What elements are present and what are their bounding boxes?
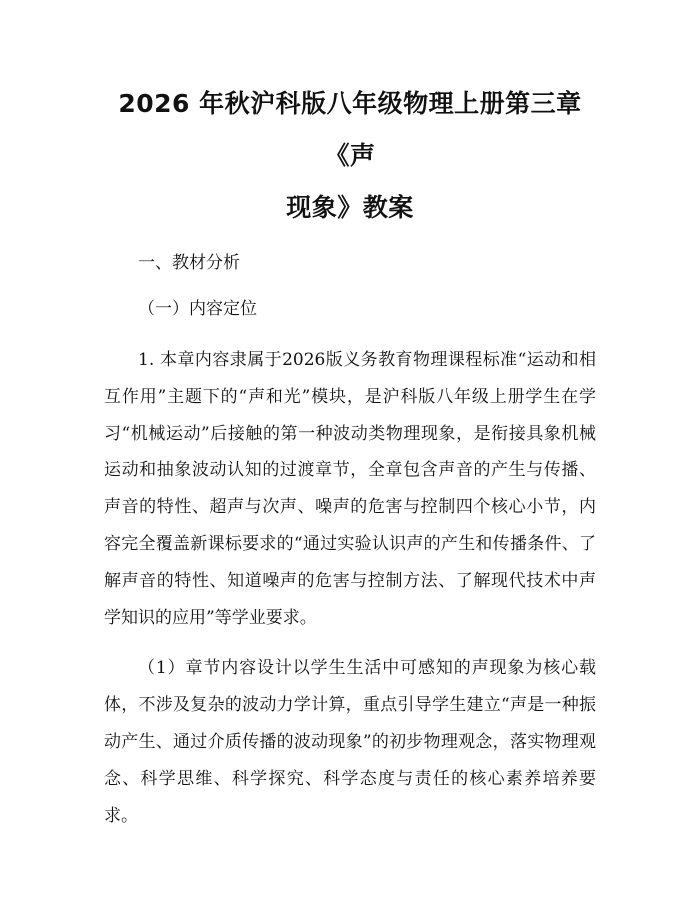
title-line-2: 现象》教案 xyxy=(286,193,414,222)
document-title xyxy=(104,78,596,234)
paragraph-1: 1. 本章内容隶属于2026版义务教育物理课程标准“运动和相互作用”主题下的“声和光”模块，是沪科版八年级上册学生在学习“机械运动”后接触的第一种波动类物理现象，是衔接具象机械运动和抽象波动认知的过渡章节，全章包含声音的产生与传播、声音的特性、超声与次声、噪声的危害与控制四个核心小节，内容完全覆盖新课标要求的“通过实验认识声的产生和传播条件、了解声音的特性、知道噪声的危害与控制方法、了解现代技术中声学知识的应用”等学业要求。 xyxy=(104,350,596,628)
title-line-1: 2026 年秋沪科版八年级物理上册第三章《声 xyxy=(118,89,582,170)
section-heading-textbook-analysis: 一、教材分析 xyxy=(138,253,240,273)
paragraph-2: （1）章节内容设计以学生生活中可感知的声现象为核心载体，不涉及复杂的波动力学计算，重点引导学生建立“声是一种振动产生、通过介质传播的波动现象”的初步物理观念，落实物理观念、科学思维、科学探究、科学态度与责任的核心素养培养要求。 xyxy=(104,658,596,826)
subsection-heading-content-positioning: （一）内容定位 xyxy=(138,299,257,319)
